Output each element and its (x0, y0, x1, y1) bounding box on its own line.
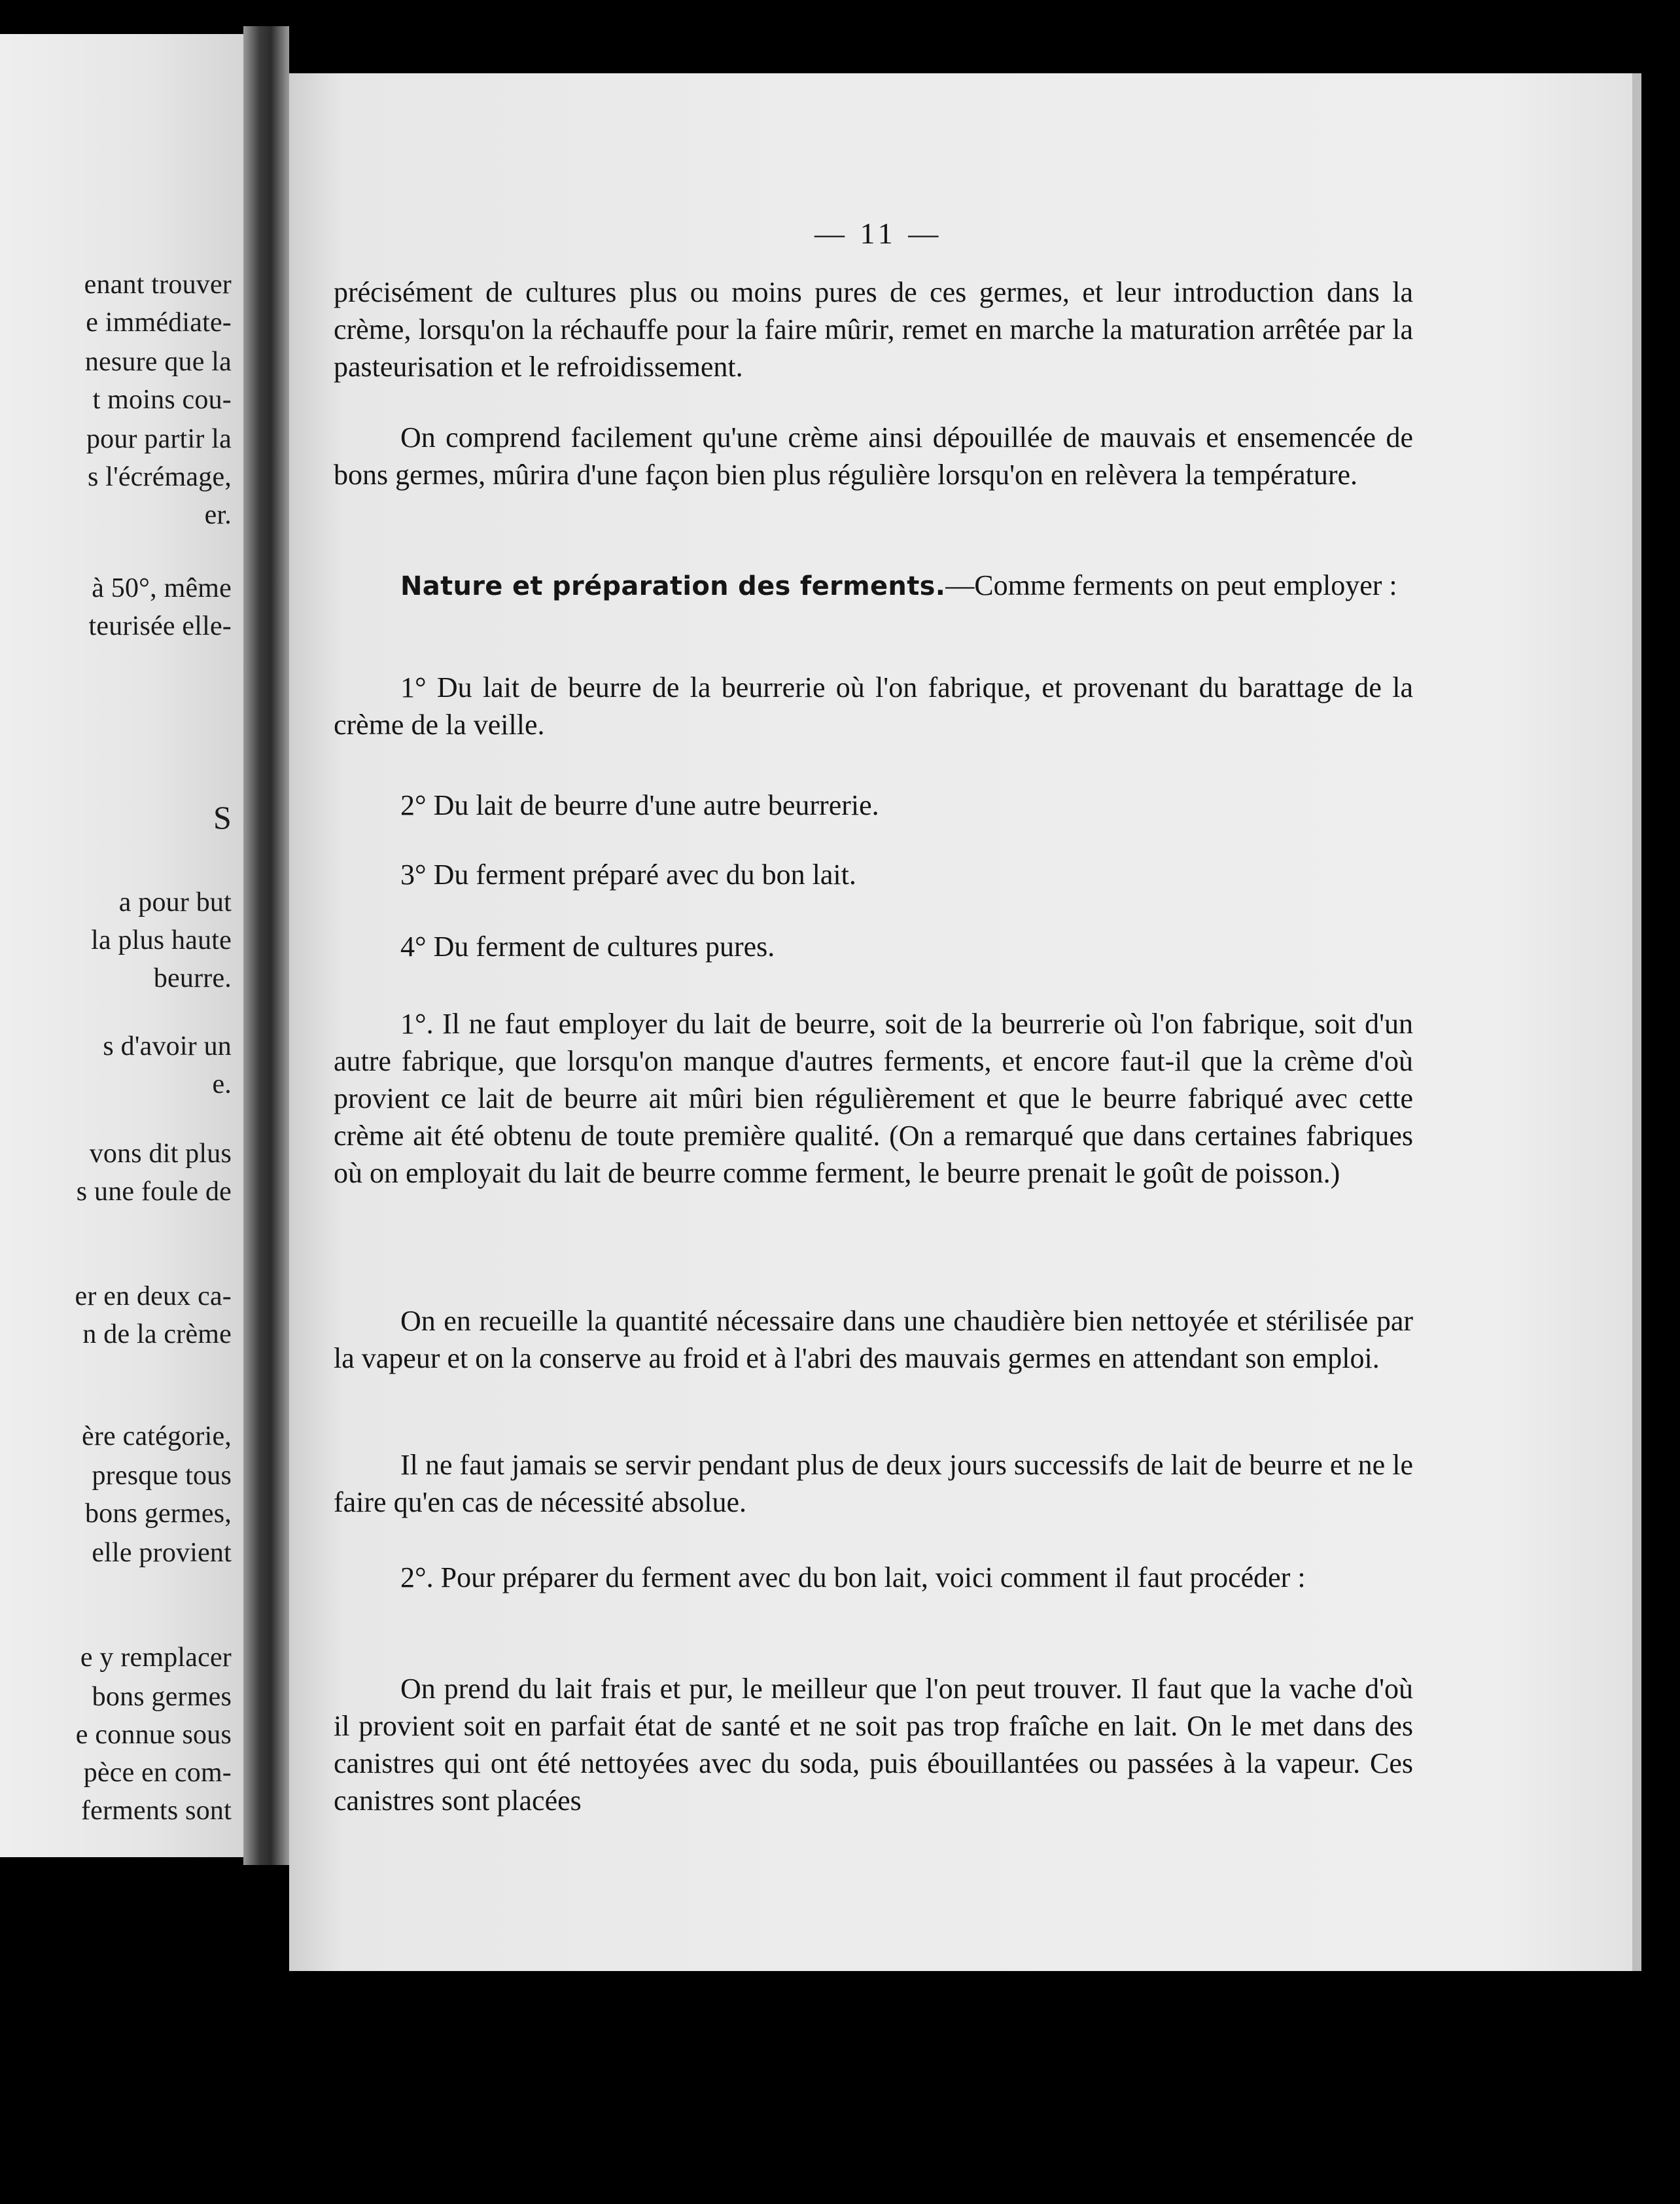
list-item: 1° Du lait de beurre de la beurrerie où l'on fabrique, et provenant du barattage de la crème de la veille. (334, 671, 1413, 741)
left-line: beurre. (153, 963, 232, 993)
left-line: enant trouver (84, 270, 232, 300)
list-item: 4° Du ferment de cultures pures. (400, 931, 775, 963)
left-line: er. (204, 500, 232, 530)
paragraph: On prend du lait frais et pur, le meilleur que l'on peut trouver. Il faut que la vache d'où il provient soit en parfait état de santé et ne soit pas trop fraîche en lait. On le met dans des canistres qui ont été nettoyées avec du soda, puis ébouillantées ou passées à la vapeur. Ces canistres sont placées (334, 1673, 1413, 1817)
paragraph: 2°. Pour préparer du ferment avec du bon lait, voici comment il faut procéder : (400, 1561, 1306, 1593)
left-line: pour partir la (86, 424, 232, 454)
left-line: elle provient (92, 1538, 232, 1568)
section-heading: Nature et préparation des ferments. (400, 571, 946, 601)
left-line: s d'avoir un (103, 1031, 232, 1061)
left-line: ère catégorie, (82, 1421, 232, 1451)
paragraph: 1°. Il ne faut employer du lait de beurre, soit de la beurrerie où l'on fabrique, soit d'un autre fabrique, que lorsqu'on manque d'autres ferments, et encore faut-il que la crème d'où provient ce lait de beurre ait mûri bien régulièrement et que le beurre fabriqué avec cette crème ait été obtenu de toute première qualité. (On a remarqué que dans certaines fabriques où on employait du lait de beurre comme ferment, le beurre prenait le goût de poisson.) (334, 1008, 1413, 1189)
left-line: pèce en com- (83, 1758, 232, 1788)
left-line: ferments sont (80, 1796, 232, 1826)
left-line: bons germes (92, 1682, 232, 1712)
paragraph: On en recueille la quantité nécessaire dans une chaudière bien nettoyée et stérilisée par la vapeur et on la conserve au froid et à l'abri des mauvais germes en attendant son emploi. (334, 1305, 1413, 1374)
left-line: e. (212, 1069, 232, 1099)
book-gutter (243, 26, 289, 1865)
left-line: n de la crème (82, 1319, 232, 1349)
left-line: a pour but (118, 887, 232, 917)
page-number: — 11 — (814, 217, 943, 250)
paragraph: précisément de cultures plus ou moins pures de ces germes, et leur introduction dans la crème, lorsqu'on la réchauffe pour la faire mûrir, remet en marche la maturation arrêtée par la pasteurisation et le refroidissement. (334, 276, 1413, 383)
left-line: presque tous (92, 1461, 232, 1491)
left-line: bons germes, (84, 1499, 232, 1529)
left-page (0, 34, 243, 1857)
left-line: e immédiate- (86, 308, 232, 338)
left-line: S (213, 799, 232, 836)
section-heading-text: —Comme ferments on peut employer : (945, 569, 1397, 601)
list-item: 2° Du lait de beurre d'une autre beurrerie. (400, 789, 879, 821)
paragraph (334, 567, 1413, 605)
left-line: e y remplacer (80, 1643, 232, 1673)
left-line: nesure que la (84, 347, 232, 377)
left-line: er en deux ca- (75, 1281, 232, 1311)
left-line: s l'écrémage, (87, 462, 232, 492)
list-item: 3° Du ferment préparé avec du bon lait. (400, 859, 856, 891)
left-line: teurisée elle- (88, 611, 232, 641)
page-edge (1632, 73, 1641, 1971)
left-line: t moins cou- (92, 385, 232, 415)
left-line: à 50°, même (92, 573, 232, 603)
paragraph: On comprend facilement qu'une crème ainsi dépouillée de mauvais et ensemencée de bons germes, mûrira d'une façon bien plus régulière lorsqu'on en relèvera la température. (334, 421, 1413, 491)
left-line: la plus haute (91, 925, 232, 955)
left-line: vons dit plus (89, 1139, 232, 1169)
left-line: e connue sous (75, 1720, 232, 1750)
left-line: s une foule de (76, 1177, 232, 1207)
paragraph: Il ne faut jamais se servir pendant plus de deux jours successifs de lait de beurre et ne le faire qu'en cas de nécessité absolue. (334, 1449, 1413, 1518)
